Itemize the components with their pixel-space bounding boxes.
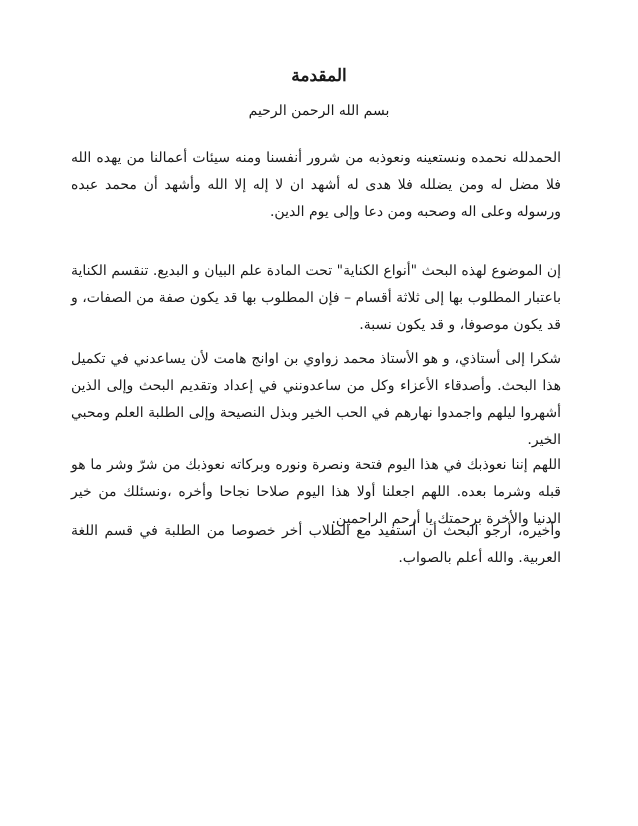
page-title: المقدمة: [291, 66, 347, 86]
paragraph-topic: إن الموضوع لهذه البحث "أنواع الكناية" تحت المادة علم البيان و البديع. تنقسم الكناية باعتبار المطلوب بها إلى ثلاثة أقسام – فإن المطلوب بها قد يكون صفة من الصفات، و قد يكون موصوفا، و قد يكون نسبة.: [71, 263, 561, 333]
paragraph-closing: وأخيره، أرجو البحث أن أستفيد مع الطلاب أخر خصوصا من الطلبة في قسم اللغة العربية. والله أعلم بالصواب.: [71, 523, 561, 566]
basmala: بسم الله الرحمن الرحيم: [248, 103, 390, 119]
paragraph-praise: الحمدلله نحمده ونستعينه ونعوذبه من شرور أنفسنا ومنه سيئات أعمالنا من يهده الله فلا مضل له ومن يضلله فلا هدى له أشهد ان لا إله إلا الله وأشهد أن محمد عبده ورسوله وعلى اله وصحبه ومن دعا وإلى يوم الدين.: [71, 150, 561, 220]
paragraph-prayer: اللهم إننا نعوذبك في هذا اليوم فتحة ونصرة ونوره وبركاته نعوذبك من شرّ وشر ما هو قبله وشرما بعده. اللهم اجعلنا أولا هذا اليوم صلاحا نجاحا وأخره ،ونسئلك من خير الدنيا والأخرة برحمتك يا أرحم الراحمين.: [71, 457, 561, 527]
paragraph-thanks: شكرا إلى أستاذي، و هو الأستاذ محمد زواوي بن اوانج هامت لأن يساعدني في تكميل هذا البحث. وأصدقاء الأعزاء وكل من ساعدونني في إعداد وتقديم البحث وإلى الذين أشهروا ليلهم واجمدوا نهارهم في الحب الخير وبذل النصيحة وإلى الطلبة العلم ومحبي الخير.: [71, 351, 561, 448]
